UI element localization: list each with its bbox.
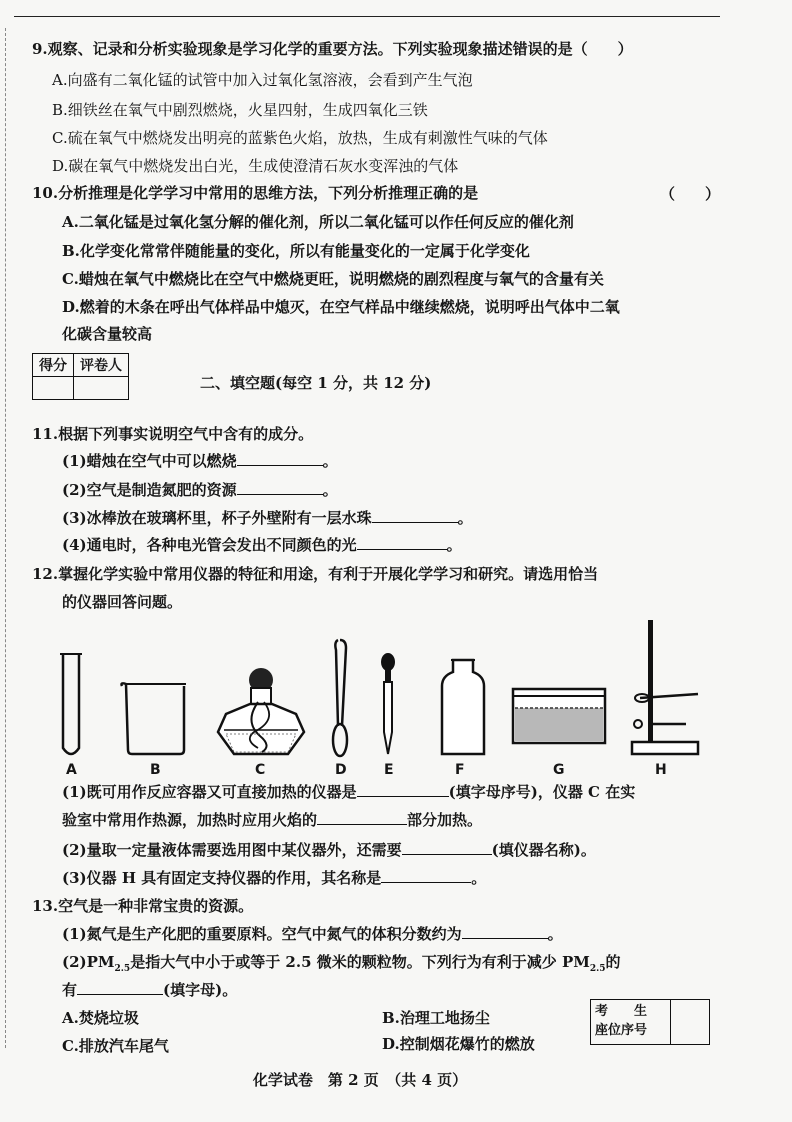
q11-stem: 11.根据下列事实说明空气中含有的成分。	[32, 425, 314, 443]
q11-sub2-text: (2)空气是制造氮肥的资源	[62, 481, 237, 499]
alcohol-lamp-icon	[214, 662, 308, 758]
page-footer: 化学试卷 第 2 页 （共 4 页）	[252, 1071, 468, 1089]
reagent-bottle-icon	[438, 656, 488, 758]
seat-label	[591, 1000, 671, 1044]
score-cell[interactable]	[33, 377, 74, 400]
q13-option-c: C.排放汽车尾气	[62, 1037, 169, 1055]
q11-sub1-text: (1)蜡烛在空气中可以燃烧	[62, 452, 237, 470]
label-h: H	[655, 762, 667, 778]
binding-edge	[5, 28, 6, 1048]
q12-sub1-text-c: 验室中常用作热源，加热时应用火焰的	[62, 811, 318, 829]
seat-number-box	[590, 999, 710, 1045]
q9-option-d: D.碳在氧气中燃烧发出白光，生成使澄清石灰水变浑浊的气体	[52, 157, 459, 175]
q12-answer-blank-4[interactable]	[381, 868, 471, 883]
beaker-icon	[118, 680, 192, 758]
test-tube-icon	[56, 652, 86, 762]
q13-sub1-text: (1)氮气是生产化肥的重要原料。空气中氮气的体积分数约为	[62, 925, 462, 943]
q12-sub1-text-b: (填字母序号)，仪器 C 在实	[448, 783, 636, 801]
q13-sub2-text-d: 有	[62, 981, 78, 999]
q13-sub1-end: 。	[547, 925, 563, 943]
q9-stem: 9.观察、记录和分析实验现象是学习化学的重要方法。下列实验现象描述错误的是（ ）	[32, 40, 633, 58]
q12-sub3	[62, 868, 486, 888]
pm-subscript: 2.5	[114, 964, 131, 974]
q9-option-a: A.向盛有二氧化锰的试管中加入过氧化氢溶液，会看到产生气泡	[52, 71, 473, 89]
q12-stem-line1: 12.掌握化学实验中常用仪器的特征和用途，有利于开展化学学习和研究。请选用恰当	[32, 565, 599, 583]
q11-sub4	[62, 535, 462, 555]
q12-sub2	[62, 840, 596, 860]
q13-answer-blank-1[interactable]	[462, 924, 548, 939]
dropper-icon	[377, 652, 399, 758]
seat-label-line1: 考 生	[595, 1004, 648, 1019]
q13-option-b: B.治理工地扬尘	[382, 1009, 490, 1027]
grader-cell[interactable]	[74, 377, 129, 400]
label-c: C	[255, 762, 266, 778]
q13-sub2-text-c: 的	[605, 953, 621, 971]
q13-option-d: D.控制烟花爆竹的燃放	[382, 1035, 535, 1053]
q12-sub2-text-b: (填仪器名称)。	[491, 841, 596, 859]
q12-answer-blank-1[interactable]	[357, 782, 449, 797]
q13-sub2-line2	[62, 980, 237, 1000]
q11-sub2	[62, 480, 338, 500]
label-f: F	[455, 762, 465, 778]
q12-stem-line2: 的仪器回答问题。	[62, 593, 183, 611]
q10-answer-paren: （ ）	[660, 185, 721, 203]
q11-sub3	[62, 508, 473, 528]
seat-number-cell[interactable]	[671, 1000, 709, 1044]
q9-option-b: B.细铁丝在氧气中剧烈燃烧，火星四射，生成四氧化三铁	[52, 101, 428, 119]
label-b: B	[150, 762, 161, 778]
q12-sub1-text-a: (1)既可用作反应容器又可直接加热的仪器是	[62, 783, 357, 801]
q13-option-a: A.焚烧垃圾	[62, 1009, 139, 1027]
label-e: E	[384, 762, 394, 778]
top-rule	[14, 16, 720, 17]
q11-answer-blank-4[interactable]	[357, 535, 447, 550]
q12-sub3-text-a: (3)仪器 H 具有固定支持仪器的作用，其名称是	[62, 869, 382, 887]
q10-option-d-line1: D.燃着的木条在呼出气体样品中熄灭，在空气样品中继续燃烧，说明呼出气体中二氧	[62, 298, 620, 316]
medicine-spoon-icon	[326, 636, 354, 758]
q11-answer-blank-1[interactable]	[237, 451, 323, 466]
section-title: 二、填空题(每空 1 分，共 12 分)	[200, 374, 432, 392]
label-g: G	[553, 762, 565, 778]
q12-sub1-line1	[62, 782, 635, 802]
q12-sub1-text-d: 部分加热。	[407, 811, 483, 829]
q11-sub3-end: 。	[457, 509, 473, 527]
q10-option-c: C.蜡烛在氧气中燃烧比在空气中燃烧更旺，说明燃烧的剧烈程度与氧气的含量有关	[62, 270, 604, 288]
q11-sub4-end: 。	[446, 536, 462, 554]
q11-answer-blank-3[interactable]	[372, 508, 458, 523]
q10-stem: 10.分析推理是化学学习中常用的思维方法，下列分析推理正确的是	[32, 184, 479, 202]
q10-option-d-line2: 化碳含量较高	[62, 325, 153, 343]
q13-sub1	[62, 924, 563, 944]
q11-answer-blank-2[interactable]	[237, 480, 323, 495]
q10-option-b: B.化学变化常常伴随能量的变化，所以有能量变化的一定属于化学变化	[62, 242, 530, 260]
iron-stand-icon	[628, 618, 708, 758]
q12-answer-blank-3[interactable]	[402, 840, 492, 855]
q13-sub2-text-b: 是指大气中小于或等于 2.5 微米的颗粒物。下列行为有利于减少 PM	[130, 953, 590, 971]
label-d: D	[335, 762, 347, 778]
label-a: A	[66, 762, 77, 778]
q12-sub1-line2	[62, 810, 482, 830]
q13-stem: 13.空气是一种非常宝贵的资源。	[32, 897, 254, 915]
q11-sub1-end: 。	[322, 452, 338, 470]
q11-sub2-end: 。	[322, 481, 338, 499]
q13-answer-blank-2[interactable]	[77, 980, 163, 995]
pm-subscript-2: 2.5	[589, 964, 606, 974]
grader-header: 评卷人	[74, 354, 129, 377]
q13-sub2-line1	[62, 952, 621, 979]
q13-sub2-text-a: (2)PM	[62, 953, 115, 971]
q10-option-a: A.二氧化锰是过氧化氢分解的催化剂，所以二氧化锰可以作任何反应的催化剂	[62, 213, 574, 231]
q12-sub2-text-a: (2)量取一定量液体需要选用图中某仪器外，还需要	[62, 841, 402, 859]
q9-option-c: C.硫在氧气中燃烧发出明亮的蓝紫色火焰，放热，生成有刺激性气味的气体	[52, 129, 548, 147]
q12-answer-blank-2[interactable]	[317, 810, 407, 825]
q12-sub3-end: 。	[471, 869, 487, 887]
score-header: 得分	[33, 354, 74, 377]
q13-sub2-text-e: (填字母)。	[163, 981, 238, 999]
q11-sub1	[62, 451, 338, 471]
water-trough-icon	[510, 686, 608, 748]
q11-sub3-text: (3)冰棒放在玻璃杯里，杯子外壁附有一层水珠	[62, 509, 372, 527]
q11-sub4-text: (4)通电时，各种电光管会发出不同颜色的光	[62, 536, 357, 554]
seat-label-line2: 座位序号	[595, 1023, 648, 1038]
score-table	[32, 353, 129, 400]
